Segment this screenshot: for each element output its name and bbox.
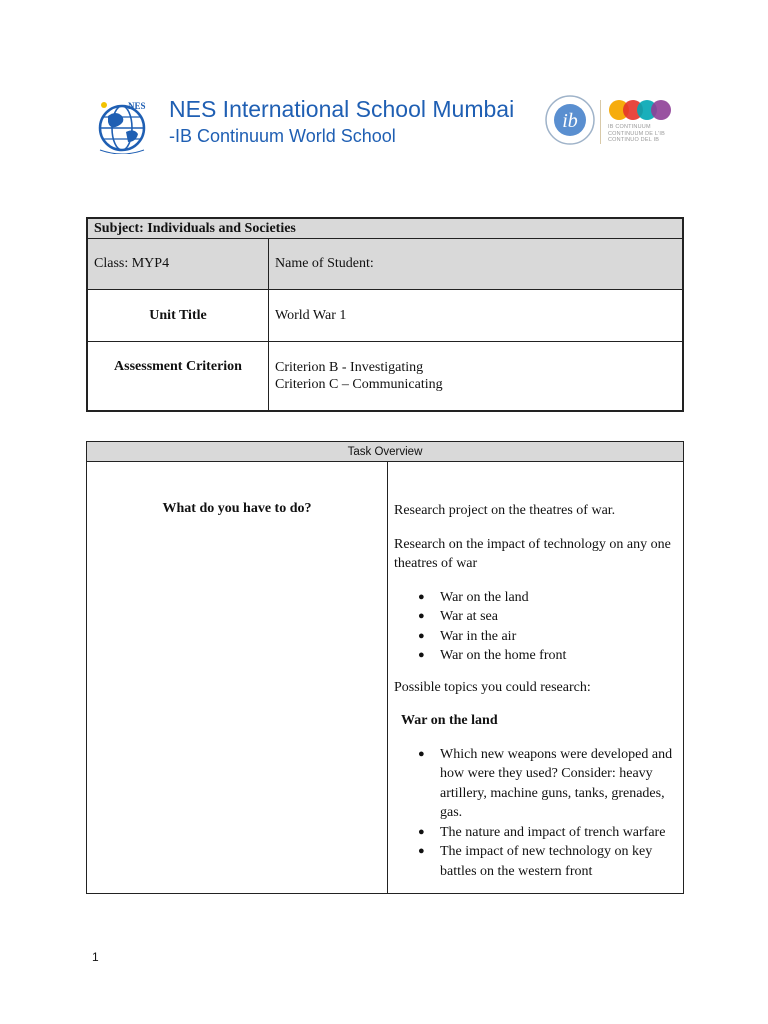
list-item: ● War on the land [440, 588, 677, 608]
theatres-list [394, 588, 677, 666]
school-name: NES International School Mumbai [169, 96, 515, 122]
school-subtitle: -IB Continuum World School [169, 126, 396, 146]
criterion-value [269, 342, 684, 411]
task-impact: Research on the impact of technology on any one theatres of war [394, 536, 671, 571]
ib-logo-icon [544, 94, 596, 146]
ib-divider [600, 100, 601, 144]
info-table [86, 217, 684, 412]
task-overview-table [86, 441, 684, 894]
ib-continuum-line: CONTINUUM DE L'IB [608, 130, 666, 137]
land-heading: War on the land [401, 713, 498, 728]
class-cell: Class: MYP4 [87, 239, 269, 290]
ib-continuum-line: IB CONTINUUM [608, 124, 651, 130]
nes-logo-icon [96, 96, 160, 154]
topics-intro: Possible topics you could research: [394, 679, 591, 695]
list-item: ● The impact of new technology on key battles on the western front [440, 842, 677, 881]
criterion-b: Criterion B - Investigating [275, 360, 424, 375]
criterion-label: Assessment Criterion [87, 342, 269, 411]
list-item: ● War on the home front [440, 646, 677, 666]
task-details [388, 462, 684, 894]
ib-continuum-text [608, 124, 665, 144]
task-overview-header: Task Overview [87, 442, 684, 462]
subject-cell: Subject: Individuals and Societies [87, 218, 683, 239]
task-question: What do you have to do? [87, 462, 388, 894]
ib-continuum-dots-icon [608, 98, 672, 122]
student-name-cell[interactable]: Name of Student: [269, 239, 684, 290]
unit-title-label: Unit Title [87, 290, 269, 342]
list-item: ● War in the air [440, 627, 677, 647]
criterion-c: Criterion C – Communicating [275, 377, 443, 392]
task-intro: Research project on the theatres of war. [394, 503, 616, 518]
list-item: ● Which new weapons were developed and how were they used? Consider: heavy artillery, machine guns, tanks, grenades, gas. [440, 745, 677, 823]
list-item: ● War at sea [440, 607, 677, 627]
land-topics-list [394, 745, 677, 882]
ib-logo-text: ib [562, 110, 578, 132]
letterhead [96, 92, 676, 162]
unit-title-value: World War 1 [269, 290, 684, 342]
ib-continuum-line: CONTINUO DEL IB [608, 137, 660, 143]
list-item: ● The nature and impact of trench warfare [440, 823, 677, 843]
nes-logo-text: NES [128, 101, 146, 111]
page-number: 1 [92, 950, 99, 964]
